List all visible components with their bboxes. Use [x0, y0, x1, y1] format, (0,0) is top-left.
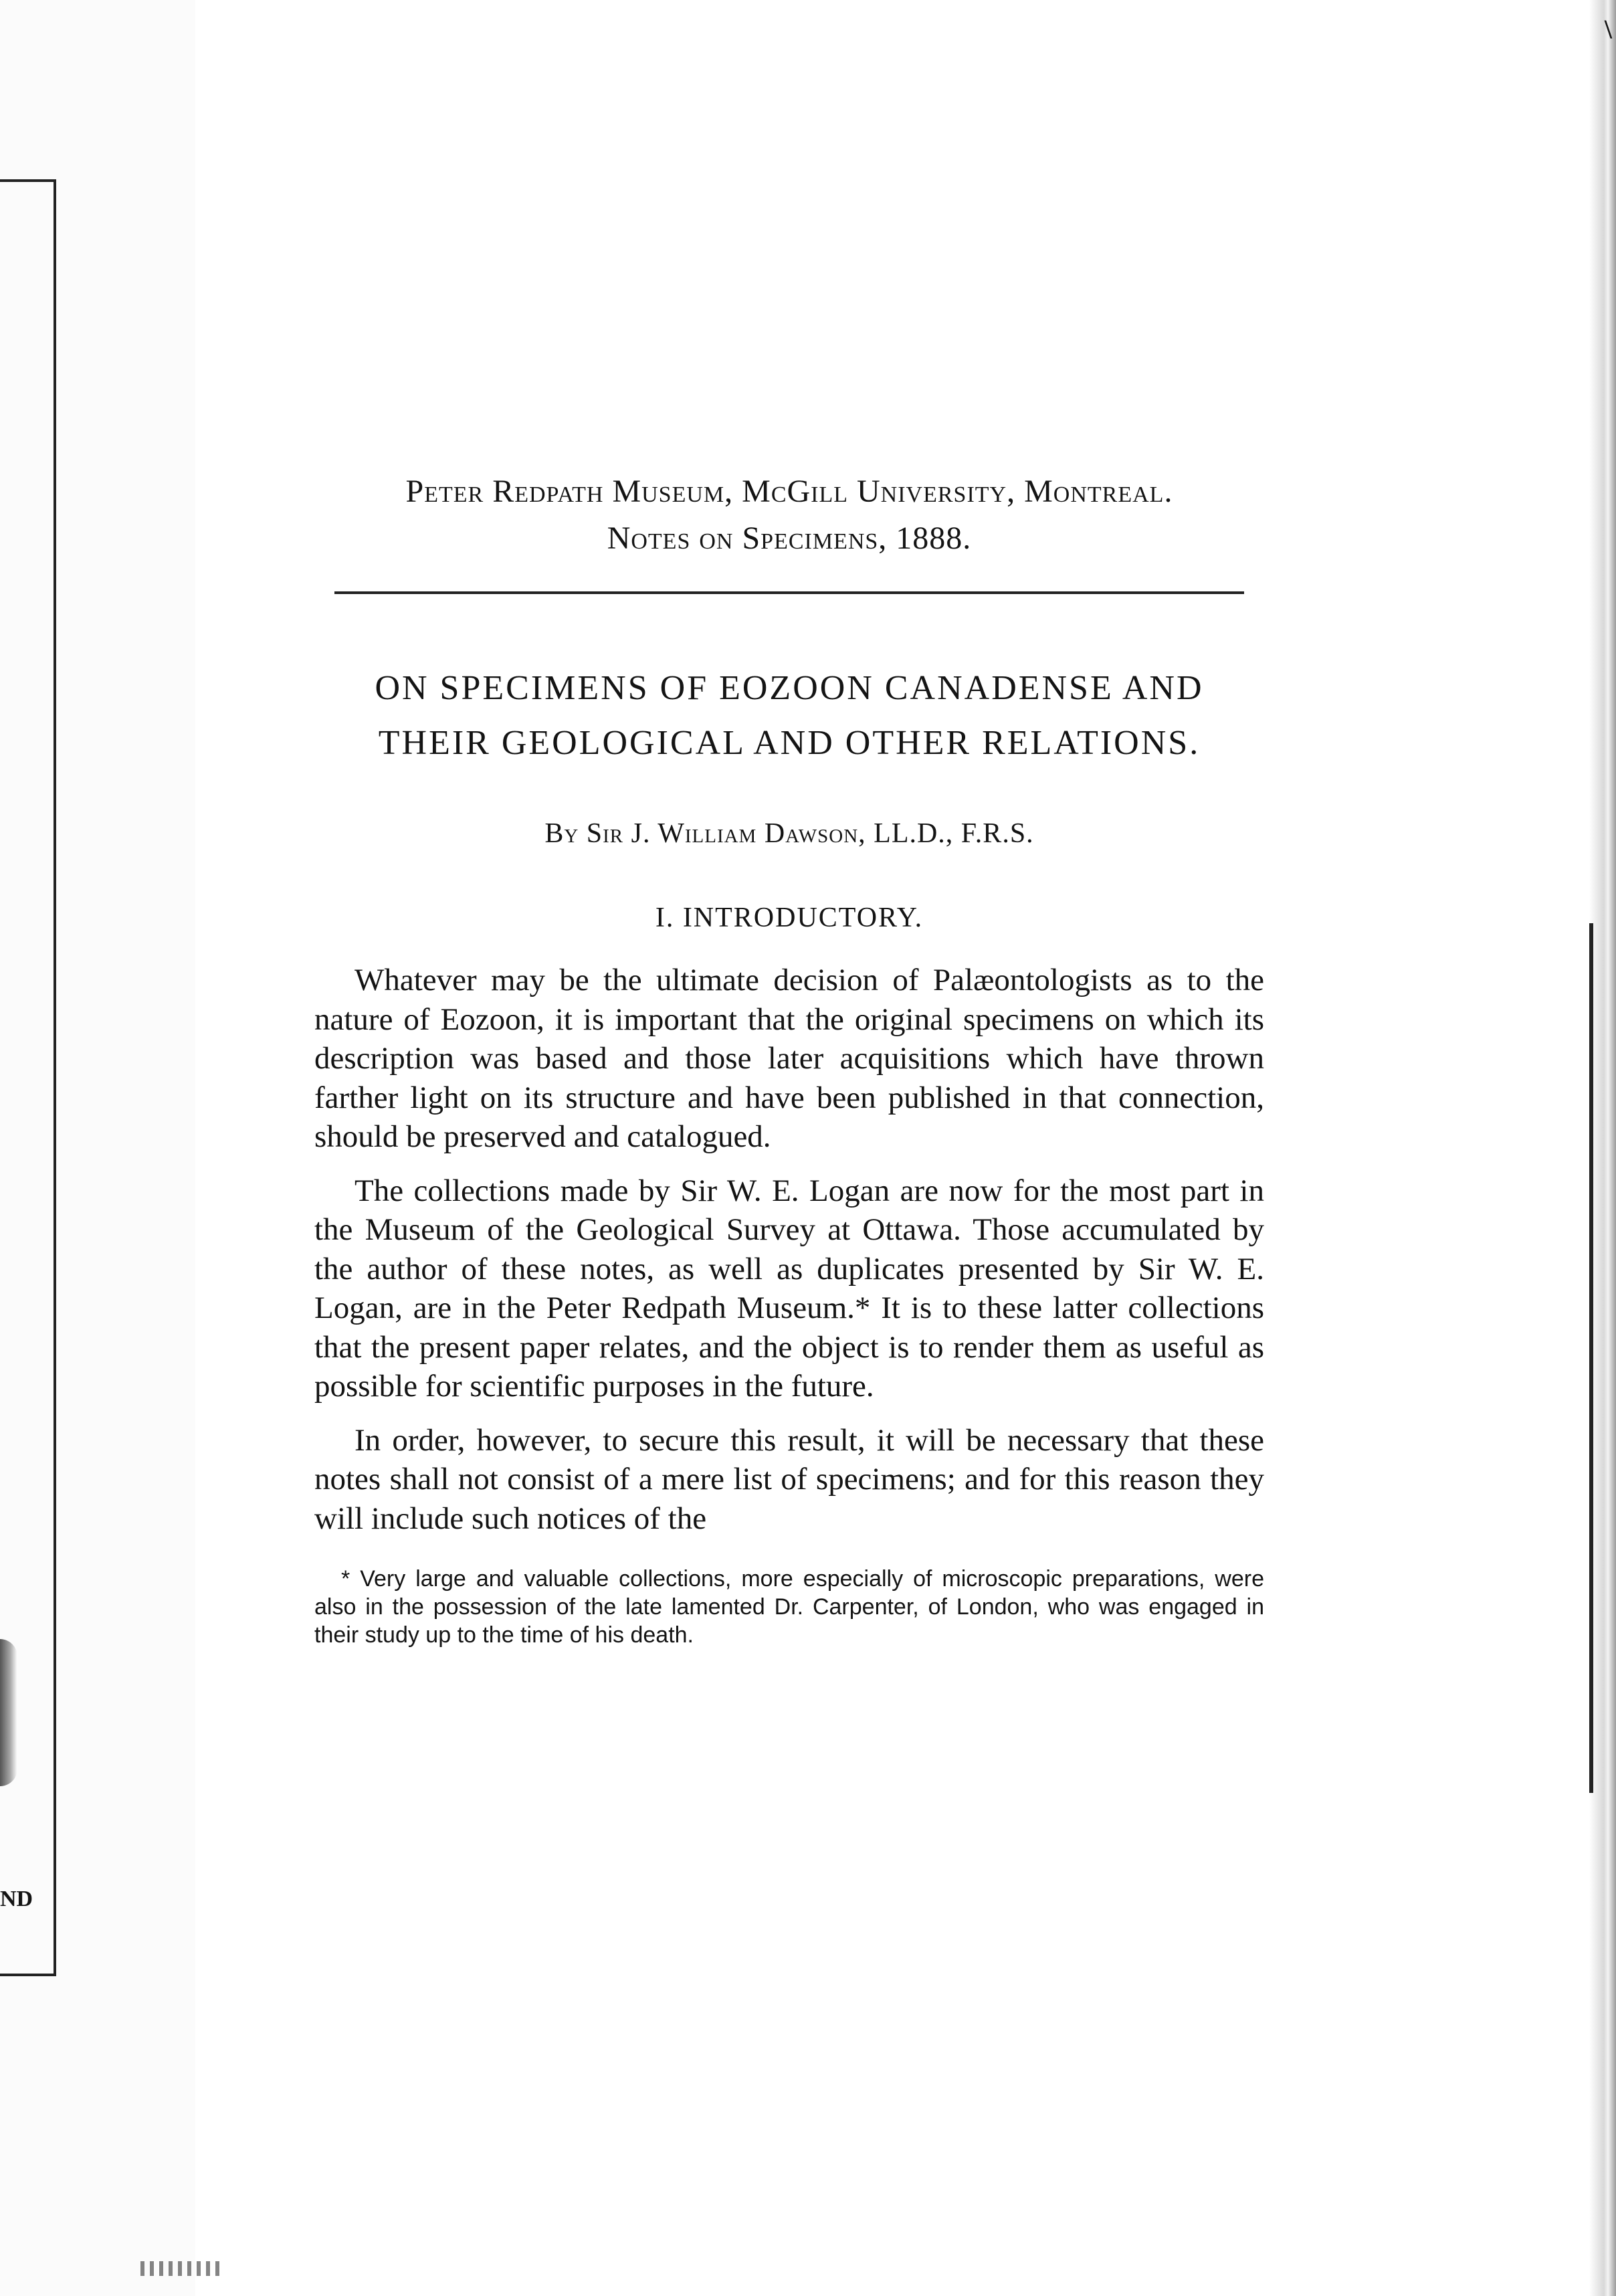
header-notes: Notes on Specimens, 1888.	[607, 520, 972, 556]
right-edge-rule	[1589, 923, 1593, 1793]
footnote: * Very large and valuable collections, more especially of microscopic preparations, were also in the possession of the late lamented Dr. Carpenter, of London, who was engaged in their study up to the time of his death.	[314, 1566, 1264, 1648]
body-paragraph: Whatever may be the ultimate decision of Palæontologists as to the nature of Eozoon, it is important that the original specimens on which its description was based and those later acquisitions which have thrown farther light on its structure and have been published in that connection, should be preserved and catalogued.	[314, 963, 1264, 1154]
header-divider	[334, 591, 1244, 594]
publication-header	[314, 468, 1264, 562]
article-title	[314, 661, 1264, 771]
left-page-text-fragment: ND	[0, 1887, 33, 1911]
right-page-edge	[1589, 0, 1616, 2296]
scan-specks	[140, 2261, 221, 2276]
header-institution: Peter Redpath Museum, McGill University, Montreal.	[405, 474, 1173, 509]
body-paragraph: In order, however, to secure this result, it will be necessary that these notes shall not consist of a mere list of specimens; and for this reason they will include such notices of the	[314, 1422, 1264, 1536]
page-content	[314, 468, 1264, 1649]
scan-smudge	[0, 1639, 17, 1786]
body-paragraph: The collections made by Sir W. E. Logan are now for the most part in the Museum of the Geological Survey at Ottawa. Those accumulated by the author of these notes, as well as duplicates presented by Sir W. E. Logan, are in the Peter Redpath Museum.* It is to these latter collections that the present paper relates, and the object is to render them as useful as possible for scientific purposes in the future.	[314, 1173, 1264, 1404]
section-heading: I. INTRODUCTORY.	[655, 902, 924, 933]
title-line-1: ON SPECIMENS OF EOZOON CANADENSE AND	[375, 669, 1204, 707]
right-edge-mark: \	[1604, 14, 1612, 44]
title-line-2: THEIR GEOLOGICAL AND OTHER RELATIONS.	[378, 724, 1201, 762]
author-byline: By Sir J. William Dawson, LL.D., F.R.S.	[544, 818, 1034, 849]
